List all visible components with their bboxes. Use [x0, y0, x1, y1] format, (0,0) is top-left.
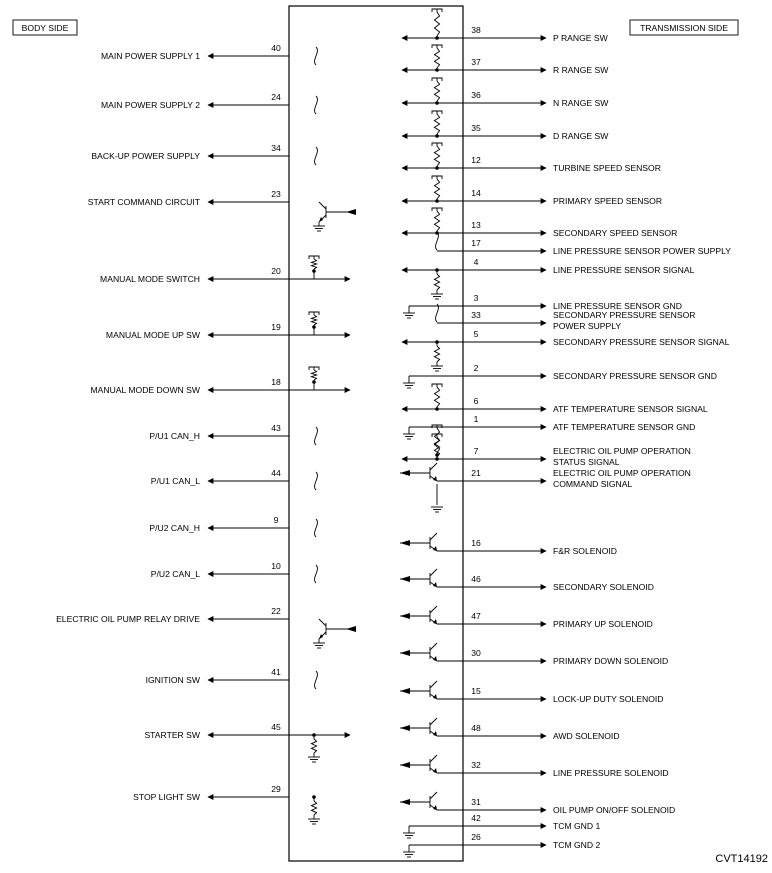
- transmission-pin-number: 31: [471, 797, 481, 807]
- transmission-circuit-label: SECONDARY PRESSURE SENSOR GND: [553, 371, 717, 381]
- body-circuit-label: BACK-UP POWER SUPPLY: [91, 151, 200, 161]
- body-circuit-label: ELECTRIC OIL PUMP RELAY DRIVE: [56, 614, 200, 624]
- pull-up-resistor-icon: [309, 312, 319, 329]
- transmission-pin-number: 30: [471, 648, 481, 658]
- transistor-icon: [400, 755, 437, 773]
- transmission-circuit-row: [402, 384, 708, 414]
- transmission-side-circuits: [400, 9, 731, 857]
- body-circuit-row: [149, 515, 317, 537]
- ground-icon: [403, 313, 415, 318]
- transistor-icon: [400, 792, 437, 810]
- transmission-pin-number: 6: [473, 396, 479, 406]
- transmission-circuit-row: [403, 813, 600, 838]
- transmission-circuit-label: LOCK-UP DUTY SOLENOID: [553, 694, 664, 704]
- transmission-pin-number: 13: [471, 220, 481, 230]
- pull-down-resistor-icon: [431, 340, 443, 371]
- ground-icon: [313, 643, 325, 648]
- ground-icon: [308, 819, 320, 824]
- body-side-header: [13, 20, 77, 35]
- transistor-icon: [400, 643, 437, 661]
- transmission-circuit-label: D RANGE SW: [553, 131, 609, 141]
- transmission-circuit-row: [402, 434, 691, 467]
- body-pin-number: 20: [271, 266, 281, 276]
- body-circuit-label: MANUAL MODE UP SW: [105, 330, 200, 340]
- transmission-pin-number: 14: [471, 188, 481, 198]
- body-pin-number: 23: [271, 189, 281, 199]
- body-pin-number: 43: [271, 423, 281, 433]
- body-pin-number: 45: [271, 722, 281, 732]
- transmission-circuit-label: P RANGE SW: [553, 33, 608, 43]
- transistor-icon: [400, 606, 437, 624]
- pull-up-resistor-icon: [432, 208, 442, 235]
- body-circuit-label: MAIN POWER SUPPLY 1: [100, 51, 200, 61]
- transmission-pin-number: 46: [471, 574, 481, 584]
- transmission-pin-number: 38: [471, 25, 481, 35]
- transmission-circuit-label: SECONDARY PRESSURE SENSOR: [553, 310, 696, 320]
- transmission-circuit-row: [402, 208, 677, 238]
- transmission-circuit-row: [403, 832, 600, 857]
- transmission-circuit-row: [400, 643, 668, 666]
- body-circuit-label: MANUAL MODE SWITCH: [100, 274, 200, 284]
- transmission-circuit-label: LINE PRESSURE SENSOR SIGNAL: [553, 265, 695, 275]
- transmission-circuit-label-line2: POWER SUPPLY: [553, 321, 622, 331]
- body-circuit-row: [91, 143, 317, 165]
- body-circuit-label: P/U1 CAN_H: [149, 431, 200, 441]
- transmission-circuit-label: SECONDARY SOLENOID: [553, 582, 654, 592]
- transmission-pin-number: 48: [471, 723, 481, 733]
- transmission-circuit-row: [403, 363, 717, 388]
- transmission-pin-number: 17: [471, 238, 481, 248]
- ground-icon: [308, 757, 320, 762]
- transmission-circuit-label: F&R SOLENOID: [553, 546, 617, 556]
- pull-up-resistor-icon: [309, 367, 319, 384]
- body-pin-number: 24: [271, 92, 281, 102]
- ground-icon: [313, 226, 325, 231]
- transmission-circuit-row: [402, 78, 609, 108]
- body-pin-number: 19: [271, 322, 281, 332]
- transmission-circuit-label-line2: COMMAND SIGNAL: [553, 479, 633, 489]
- body-circuit-row: [146, 667, 318, 689]
- ground-icon: [431, 366, 443, 371]
- transmission-pin-number: 33: [471, 310, 481, 320]
- transmission-circuit-row: [400, 569, 654, 592]
- transmission-pin-number: 37: [471, 57, 481, 67]
- body-pin-number: 9: [273, 515, 279, 525]
- transmission-circuit-label: TURBINE SPEED SENSOR: [553, 163, 661, 173]
- transistor-icon: [400, 718, 437, 736]
- transmission-circuit-label: PRIMARY UP SOLENOID: [553, 619, 653, 629]
- transmission-pin-number: 1: [473, 414, 479, 424]
- body-circuit-label: MANUAL MODE DOWN SW: [90, 385, 200, 395]
- ground-icon: [431, 294, 443, 299]
- ground-icon: [403, 833, 415, 838]
- body-circuit-row: [144, 722, 350, 762]
- transmission-pin-number: 3: [473, 293, 479, 303]
- transmission-side-header: [630, 20, 738, 35]
- ground-icon: [403, 852, 415, 857]
- transistor-icon: [313, 202, 356, 231]
- transmission-pin-number: 7: [473, 446, 479, 456]
- transmission-circuit-label: PRIMARY SPEED SENSOR: [553, 196, 663, 206]
- ground-icon: [403, 434, 415, 439]
- pull-down-resistor-icon: [308, 733, 320, 762]
- body-circuit-label: STARTER SW: [144, 730, 200, 740]
- transmission-circuit-label: N RANGE SW: [553, 98, 609, 108]
- shielded-line-icon: [315, 427, 318, 445]
- transmission-circuit-label: TCM GND 2: [553, 840, 601, 850]
- pull-up-resistor-icon: [432, 176, 442, 203]
- transmission-circuit-row: [400, 681, 663, 704]
- transmission-side-title: TRANSMISSION SIDE: [640, 23, 728, 33]
- transmission-circuit-label: ATF TEMPERATURE SENSOR SIGNAL: [553, 404, 708, 414]
- transistor-icon: [400, 463, 437, 481]
- body-circuit-label: IGNITION SW: [145, 675, 200, 685]
- transmission-circuit-label: ATF TEMPERATURE SENSOR GND: [553, 422, 696, 432]
- body-circuit-row: [151, 561, 318, 583]
- body-circuit-row: [101, 43, 317, 65]
- transmission-pin-number: 35: [471, 123, 481, 133]
- shielded-line-icon: [315, 96, 318, 114]
- transmission-circuit-label: PRIMARY DOWN SOLENOID: [553, 656, 669, 666]
- transmission-circuit-row: [402, 329, 730, 371]
- transistor-icon: [400, 681, 437, 699]
- body-side-circuits: [56, 43, 356, 824]
- pull-up-resistor-icon: [432, 143, 442, 170]
- transmission-pin-number: 32: [471, 760, 481, 770]
- shielded-line-icon: [315, 671, 318, 689]
- pull-up-resistor-icon: [432, 9, 442, 40]
- shielded-line-icon: [315, 147, 318, 165]
- transmission-pin-number: 5: [473, 329, 479, 339]
- shielded-line-icon: [315, 519, 318, 537]
- body-side-title: BODY SIDE: [21, 23, 69, 33]
- body-circuit-label: STOP LIGHT SW: [133, 792, 200, 802]
- transmission-circuit-row: [400, 792, 675, 815]
- transmission-circuit-row: [402, 257, 695, 299]
- transmission-pin-number: 4: [473, 257, 479, 267]
- body-circuit-row: [56, 606, 356, 648]
- pull-down-resistor-icon: [431, 268, 443, 299]
- transmission-circuit-row: [400, 755, 669, 778]
- ground-icon: [403, 383, 415, 388]
- transmission-pin-number: 47: [471, 611, 481, 621]
- transmission-pin-number: 36: [471, 90, 481, 100]
- body-pin-number: 34: [271, 143, 281, 153]
- body-pin-number: 40: [271, 43, 281, 53]
- pull-up-resistor-icon: [309, 256, 319, 273]
- body-circuit-label: P/U1 CAN_L: [150, 476, 200, 486]
- body-circuit-row: [88, 189, 356, 231]
- transmission-circuit-row: [400, 606, 653, 629]
- ground-icon: [431, 507, 443, 512]
- body-pin-number: 10: [271, 561, 281, 571]
- transmission-circuit-label: LINE PRESSURE SENSOR POWER SUPPLY: [553, 246, 731, 256]
- body-pin-number: 41: [271, 667, 281, 677]
- shielded-line-icon: [315, 47, 318, 65]
- body-circuit-row: [106, 312, 350, 340]
- transmission-circuit-label: ELECTRIC OIL PUMP OPERATION: [553, 468, 691, 478]
- body-pin-number: 44: [271, 468, 281, 478]
- body-circuit-row: [133, 784, 320, 824]
- transmission-circuit-label: ELECTRIC OIL PUMP OPERATION: [553, 446, 691, 456]
- transistor-icon: [400, 569, 437, 587]
- pull-up-resistor-icon: [432, 78, 442, 105]
- body-circuit-label: P/U2 CAN_H: [149, 523, 200, 533]
- body-circuit-row: [91, 367, 351, 395]
- transmission-circuit-label: LINE PRESSURE SOLENOID: [553, 768, 669, 778]
- body-circuit-label: MAIN POWER SUPPLY 2: [100, 100, 200, 110]
- body-pin-number: 22: [271, 606, 281, 616]
- transmission-circuit-row: [402, 111, 609, 141]
- transistor-icon: [400, 533, 437, 551]
- transmission-pin-number: 21: [471, 468, 481, 478]
- transmission-pin-number: 15: [471, 686, 481, 696]
- transmission-circuit-row: [402, 9, 609, 43]
- body-circuit-label: START COMMAND CIRCUIT: [87, 197, 200, 207]
- transmission-circuit-label: TCM GND 1: [553, 821, 601, 831]
- body-circuit-row: [149, 423, 317, 445]
- transmission-circuit-row: [402, 176, 662, 206]
- transmission-circuit-label-line2: STATUS SIGNAL: [553, 457, 620, 467]
- pull-up-resistor-icon: [432, 45, 442, 72]
- body-circuit-row: [151, 468, 318, 490]
- pull-up-resistor-icon: [432, 384, 442, 411]
- shielded-line-icon: [315, 472, 318, 490]
- transmission-circuit-row: [402, 143, 661, 173]
- transmission-pin-number: 16: [471, 538, 481, 548]
- body-circuit-row: [101, 92, 317, 114]
- transistor-icon: [313, 619, 356, 648]
- transmission-pin-number: 2: [473, 363, 479, 373]
- transmission-circuit-label: LINE PRESSURE SENSOR GND: [553, 301, 682, 311]
- body-pin-number: 18: [271, 377, 281, 387]
- transmission-circuit-label: OIL PUMP ON/OFF SOLENOID: [553, 805, 676, 815]
- transmission-circuit-row: [400, 463, 691, 512]
- shielded-line-icon: [436, 304, 439, 322]
- transmission-circuit-label: SECONDARY SPEED SENSOR: [553, 228, 678, 238]
- transmission-circuit-row: [402, 45, 609, 75]
- body-circuit-row: [100, 256, 350, 284]
- transmission-circuit-label: SECONDARY PRESSURE SENSOR SIGNAL: [553, 337, 730, 347]
- shielded-line-icon: [315, 565, 318, 583]
- pull-down-resistor-icon: [308, 795, 320, 824]
- diagram-code: CVT14192: [715, 853, 768, 865]
- transmission-circuit-row: [400, 533, 617, 556]
- transmission-circuit-label: R RANGE SW: [553, 65, 609, 75]
- transmission-pin-number: 42: [471, 813, 481, 823]
- transmission-circuit-row: [400, 718, 620, 741]
- transmission-circuit-label: AWD SOLENOID: [553, 731, 620, 741]
- pull-up-resistor-icon: [432, 111, 442, 138]
- transmission-pin-number: 26: [471, 832, 481, 842]
- transmission-pin-number: 12: [471, 155, 481, 165]
- body-pin-number: 29: [271, 784, 281, 794]
- body-circuit-label: P/U2 CAN_L: [150, 569, 200, 579]
